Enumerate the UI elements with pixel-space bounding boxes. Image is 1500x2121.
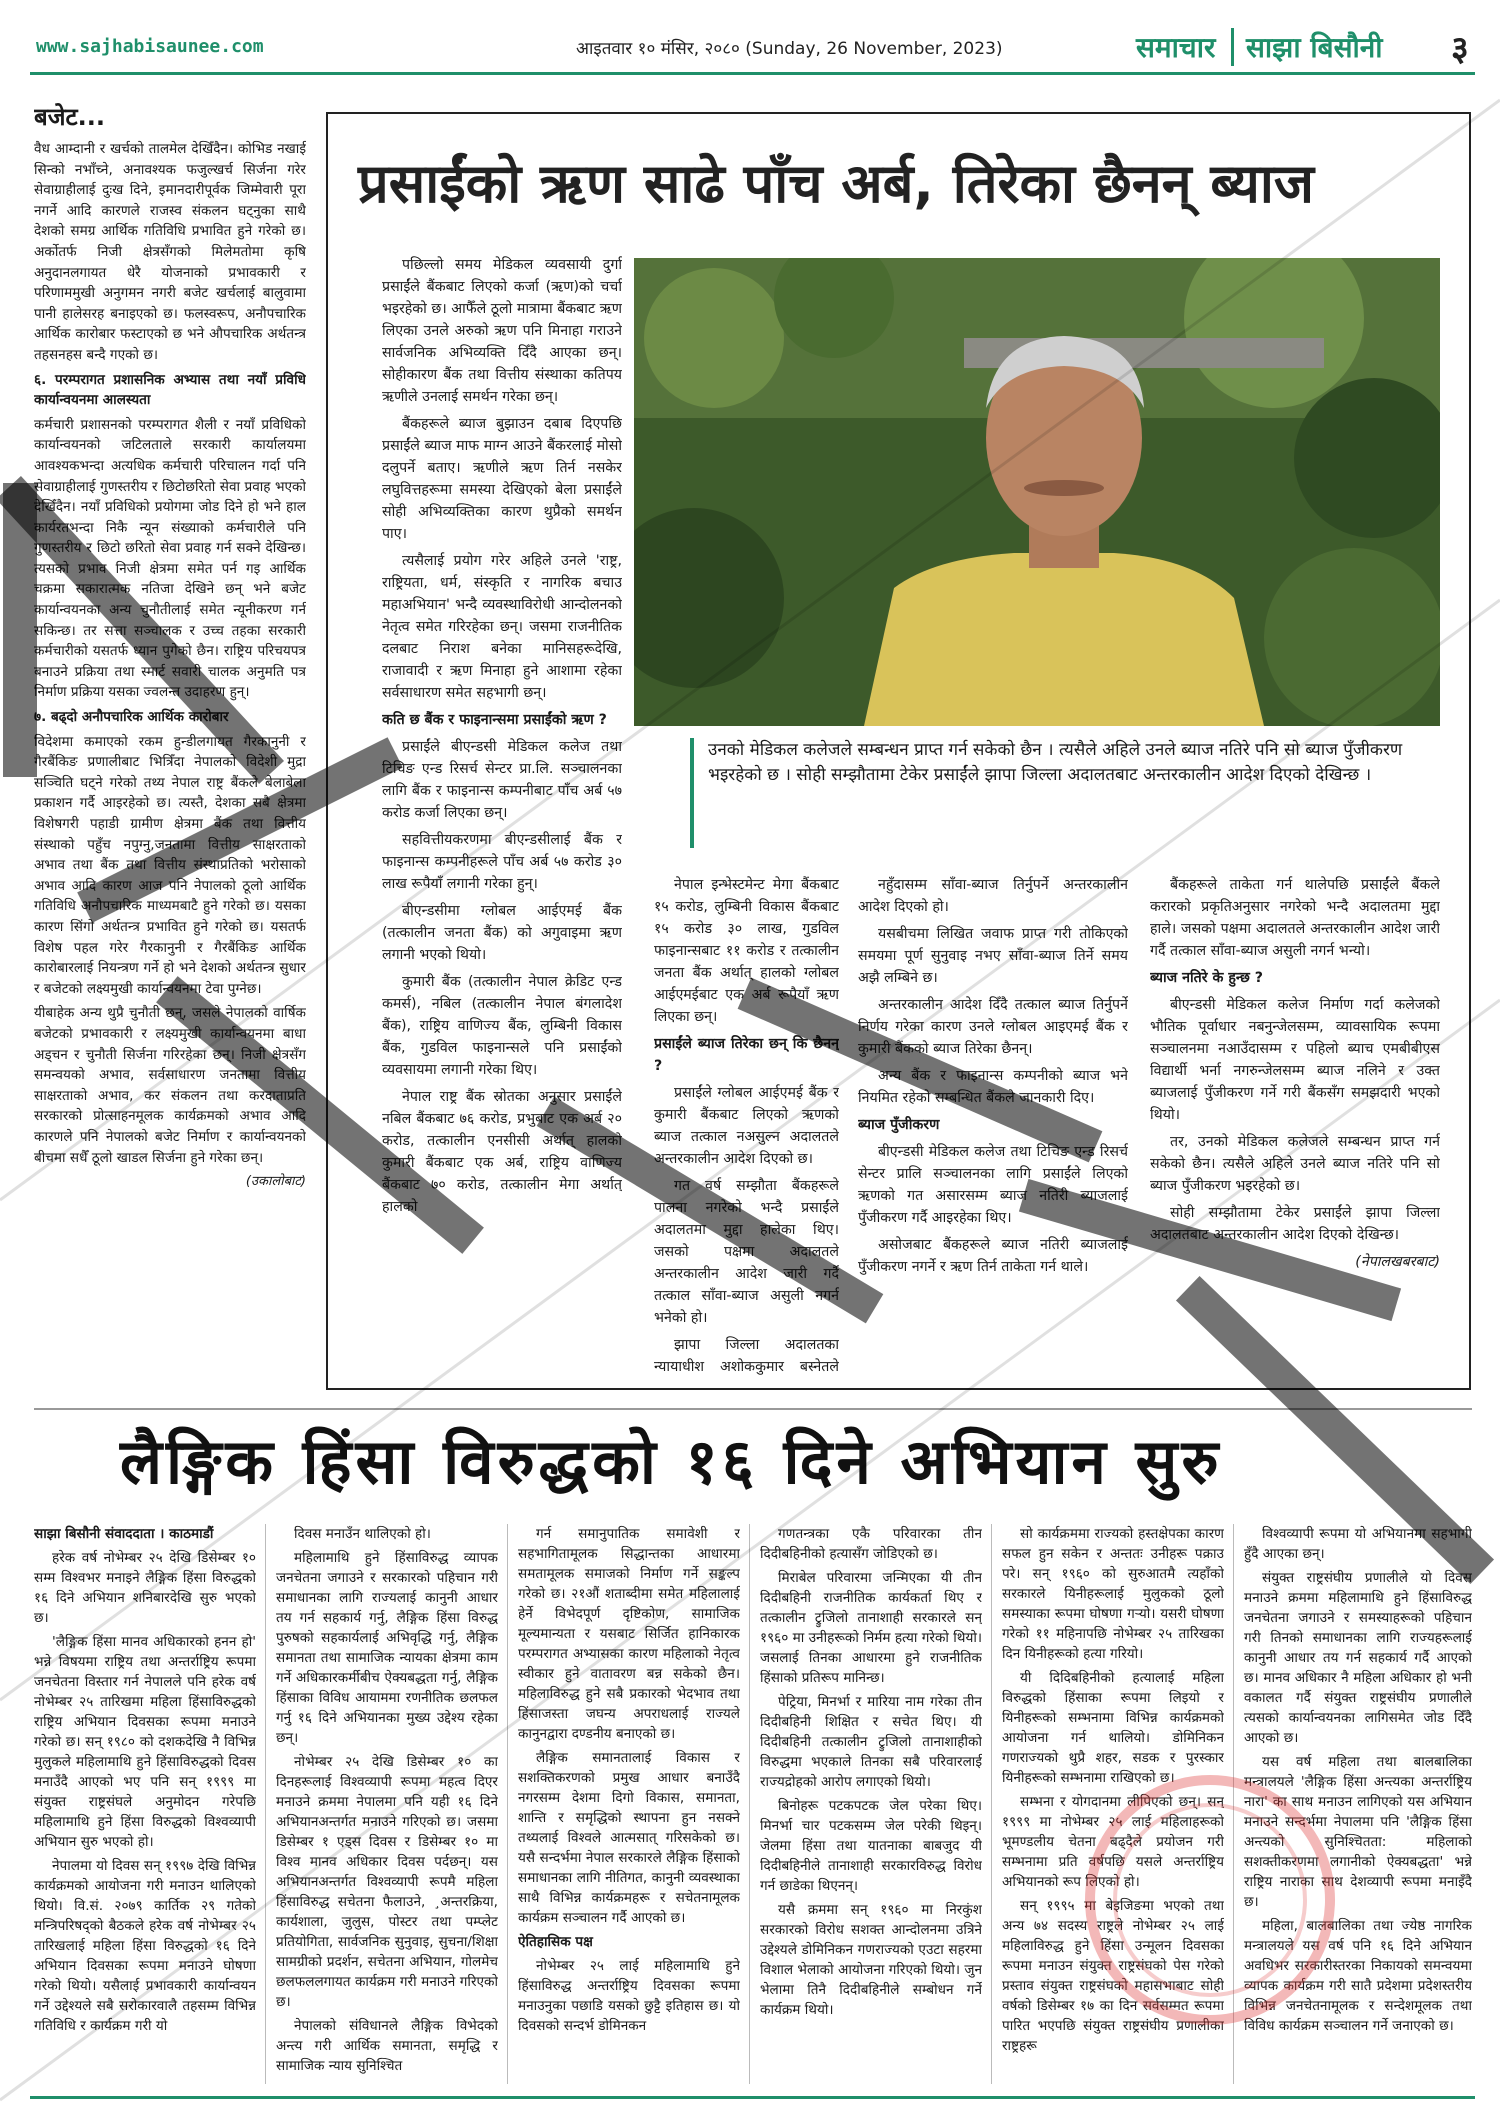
- left-subheading: ६. परम्परागत प्रशासनिक अभ्यास तथा नयाँ प्रविधि कार्यान्वयनमा आलस्यता: [34, 371, 306, 409]
- page-header: [36, 28, 1476, 68]
- left-article-title: बजेट...: [34, 103, 105, 131]
- bottom-paragraph: नोभेम्बर २५ देखि डिसेम्बर १० का दिनहरूलाई विश्वव्यापी रूपमा महत्व दिएर मनाउने क्रममा नेपालमा पनि यही १६ दिने अभियानअन्तर्गत मनाउने गरिएको छ। जसमा डिसेम्बर १ एड्स दिवस र डिसेम्बर १० मा विश्व मानव अधिकार दिवस पर्दछन्। यस अभियानअन्तर्गत विश्वव्यापी रूपमै महिला हिंसाविरुद्ध सचेतना फैलाउने, ¸अन्तरक्रिया, कार्यशाला, जुलुस, पोस्टर तथा पम्प्लेट प्रतियोगिता, सार्वजनिक सुनुवाइ, सुचना/शिक्षा सामग्रीको प्रदर्शन, सचेतना अभियान, गोलमेच छलफललगायत कार्यक्रम गरी मनाउने गरिएको छ।: [276, 1754, 498, 2010]
- newspaper-brand: साझा बिसौनी: [1246, 31, 1383, 64]
- section-divider: [34, 1408, 1472, 1410]
- main-paragraph: तर, उनको मेडिकल कलेजले सम्बन्धन प्राप्त गर्न सकेको छैन। त्यसैले अहिले उनले ब्याज नतिरे पनि सो ब्याज पुँजीकरण भइरहेको छ।: [1150, 1134, 1440, 1194]
- main-paragraph: गत वर्ष सम्झौता बैंकहरूले पालना नगरेको भन्दै प्रसाईंले अदालतमा मुद्दा हालेका थिए। जसको पक्षमा अदालतले अन्तरकालीन आदेश जारी गर्दै तत्काल साँवा-ब्याज असुली नगर्न भनेको हो।: [654, 1178, 839, 1326]
- bottom-paragraph: मिराबेल परिवारमा जन्मिएका यी तीन दिदीबहिनी राजनीतिक कार्यकर्ता थिए र तत्कालीन ट्रुजिलो तानाशाही सरकारले सन् १९६० मा उनीहरूको निर्मम हत्या गरेको थियो। जसलाई तिनका आधारमा हुने राजनीतिक हिंसाको प्रतिरूप मानिन्छ।: [760, 1570, 982, 1686]
- bottom-paragraph: यस वर्ष महिला तथा बालबालिका मन्त्रालयले 'लैङ्गिक हिंसा अन्त्यका अन्तर्राष्ट्रिय नारा' का साथ मनाउन लागिएको यस अभियान मनाउने सन्दर्भमा नेपालमा पनि 'लैङ्गिक हिंसा अन्त्यको सुनिश्चितता: महिलाको सशक्तीकरणमा लगानीको ऐक्यबद्धता' भन्ने राष्ट्रिय नाराका साथ देशव्यापी रूपमा मनाइँदै छ।: [1244, 1754, 1472, 1910]
- bottom-paragraph: सो कार्यक्रममा राज्यको हस्तक्षेपका कारण सफल हुन सकेन र अन्ततः उनीहरू पक्राउ परे। सन् १९६० को सुरुआतमै त्यहाँको सरकारले यिनीहरूलाई मुलुकको ठूलो समस्याका रूपमा घोषणा गऱ्यो। यसरी घोषणा गरेको ११ महिनापछि नोभेम्बर २५ तारिखका दिन यिनीहरूको हत्या गरियो।: [1002, 1526, 1224, 1662]
- main-subheading: प्रसाईंले ब्याज तिरेका छन् कि छैनन् ?: [654, 1036, 839, 1074]
- bottom-column-1: [34, 1524, 256, 2084]
- left-paragraph: विदेशमा कमाएको रकम हुन्डीलगायत गैरकानुनी र गैरबैंकिङ प्रणालीबाट भित्रिँदा नेपालको विदेशी मुद्रा सञ्चिति घट्ने गरेको तथ्य नेपाल राष्ट्र बैंकले बेलाबेला प्रकाशन गर्दै आइरहेको छ। त्यस्तै, देशका सबै क्षेत्रमा विशेषगरी पहाडी ग्रामीण क्षेत्रमा बैंक तथा वित्तीय संस्थाको पहुँच नपुग्नु,जनतामा वित्तीय साक्षरताको अभाव तथा बैंक तथा वित्तीय संस्थाप्रतिको भरोसाको अभाव आदि कारण आज पनि नेपालको ठूलो आर्थिक गतिविधि अनौपचारिक माध्यमबाटै हुने गरेको छ। यसका कारण सिंगो अर्थतन्त्र प्रभावित हुने गरेको छ। यसतर्फ विशेष पहल गरेर गैरकानुनी र गैरबैंकिङ आर्थिक कारोबारलाई नियन्त्रण गर्ने हो भने देशको अर्थतन्त्र सुधार र बजेटको लक्ष्यमुखी कार्यान्वयनमा टेवा पुग्नेछ।: [34, 733, 306, 997]
- bottom-paragraph: गर्न समानुपातिक समावेशी र सहभागितामूलक सिद्धान्तका आधारमा समतामूलक समाजको निर्माण गर्ने सङ्कल्प गरेको छ। २१औं शताब्दीमा समेत महिलालाई हेर्ने विभेदपूर्ण दृष्टिकोण, सामाजिक मूल्यमान्यता र यसबाट सिर्जित हानिकारक परम्परागत अभ्यासका कारण महिलाको नेतृत्व स्वीकार हुने वातावरण बन्न सकेको छैन। महिलाविरुद्ध हुने सबै प्रकारको भेदभाव तथा हिंसाजस्ता जघन्य अपराधलाई राज्यले कानुनद्वारा दण्डनीय बनाएको छ।: [518, 1526, 740, 1742]
- main-headline: प्रसाईंको ऋण साढे पाँच अर्ब, तिरेका छैनन् ब्याज: [358, 152, 1314, 215]
- main-subheading: कति छ बैंक र फाइनान्समा प्रसाईंको ऋण ?: [382, 712, 607, 728]
- main-paragraph: सहवित्तीयकरणमा बीएन्डसीलाई बैंक र फाइनान्स कम्पनीहरूले पाँच अर्ब ५७ करोड ३० लाख रूपैयाँ लगानी गरेका हुन्।: [382, 832, 622, 892]
- column-rule: [749, 1524, 750, 2084]
- header-separator: [1231, 28, 1234, 66]
- bottom-column-4: [760, 1524, 982, 2084]
- main-paragraph: बीएन्डसी मेडिकल कलेज तथा टिचिङ एन्ड रिसर्च सेन्टर प्रालि सञ्चालनका लागि प्रसाईंले लिएको ऋणको गत असारसम्म ब्याज नतिरी ब्याजलाई पुँजीकरण गर्दै आइरहेका थिए।: [858, 1144, 1128, 1226]
- main-paragraph: अन्तरकालीन आदेश दिँदै तत्काल ब्याज तिर्नुपर्ने निर्णय गरेका कारण उनले ग्लोबल आइएमई बैंक र कुमारी बैंकको ब्याज तिरेका छैनन्।: [858, 997, 1128, 1057]
- main-paragraph: असोजबाट बैंकहरूले ब्याज नतिरी ब्याजलाई पुँजीकरण नगर्ने र ऋण तिर्न ताकेता गर्न थाले।: [858, 1237, 1128, 1275]
- bottom-column-2: [276, 1524, 498, 2084]
- bottom-column-6: [1244, 1524, 1472, 2084]
- main-paragraph: बीएन्डसीमा ग्लोबल आईएमई बैंक (तत्कालीन जनता बैंक) को अगुवाइमा ऋण लगानी भएको थियो।: [382, 903, 622, 963]
- byline: साझा बिसौनी संवाददाता । काठमाडौं: [34, 1526, 214, 1542]
- portrait-photo: [634, 258, 1440, 726]
- page-number: ३: [1451, 29, 1469, 69]
- main-paragraph: यसबीचमा लिखित जवाफ प्राप्त गरी तोकिएको समयमा पूर्ण सुनुवाइ नभए साँवा-ब्याज तिर्ने समय अझै लम्बिने छ।: [858, 926, 1128, 986]
- main-paragraph: नहुँदासम्म साँवा-ब्याज तिर्नुपर्ने अन्तरकालीन आदेश दिएको हो।: [858, 877, 1128, 915]
- left-subheading: ७. बढ्दो अनौपचारिक आर्थिक कारोबार: [34, 709, 229, 726]
- bottom-paragraph: यसै क्रममा सन् १९६० मा निरकुंश सरकारको विरोध सशक्त आन्दोलनमा उत्रिने उद्देश्यले डोमिनिकन गणराज्यको एउटा सहरमा विशाल भेलाको आयोजना गरिएको थियो। जुन भेलामा तिनै दिदीबहिनीले सम्बोधन गर्ने कार्यक्रम थियो।: [760, 1902, 982, 2018]
- bottom-paragraph: नेपालमा यो दिवस सन् १९९७ देखि विभिन्न कार्यक्रमको आयोजना गरी मनाउन थालिएको थियो। वि.सं. २०७९ कार्तिक २९ गतेको मन्त्रिपरिषद्को बैठकले हरेक वर्ष नोभेम्बर २५ तारिखलाई महिला हिंसा विरुद्धको १६ दिने अभियान दिवसका रूपमा मनाउने घोषणा गरेको थियो। यसैलाई प्रभावकारी कार्यान्वयन गर्ने उद्देश्यले सबै सरोकारवालै तहसम्म विभिन्न गतिविधि र कार्यक्रम गरी यो: [34, 1858, 256, 2034]
- bottom-paragraph: सम्भना र योगदानमा लीपिएको छन्। सन् १९९९ मा नोभेम्बर २५ लाई महिलाहरूको भूमण्डलीय चेतना बढ्दैले प्रयोजन गरी सम्भनामा प्रति वर्षपछि यसले अन्तर्राष्ट्रिय अभियानको रूप लिएको हो।: [1002, 1794, 1224, 1890]
- left-paragraph: यीबाहेक अन्य थुप्रै चुनौती छन्, जसले नेपालको वार्षिक बजेटको प्रभावकारी र लक्ष्यमुखी कार्यान्वयनमा बाधा अड्चन र चुनौती सिर्जना गरिरहेका छन्। निजी क्षेत्रसँग समन्वयको अभाव, सर्वसाधारण जनतामा वित्तीय साक्षरताको अभाव, कर संकलन तथा करदाताप्रति सरकारको प्रोत्साहनमूलक कार्यक्रमको अभाव आदि कारणले पनि नेपालको बजेट निर्माण र कार्यान्वयनको बीचमा सधैँ ठूलो खाडल सिर्जना हुने गरेका छन्।: [34, 1005, 306, 1166]
- main-source: (नेपालखबरबाट): [1355, 1254, 1440, 1270]
- main-paragraph: बैंकहरूले ताकेता गर्न थालेपछि प्रसाईंले बैंकले करारको प्रकृतिअनुसार नगरेको भन्दै अदालतमा मुद्दा हाले। जसको पक्षमा अदालतले अन्तरकालीन आदेश जारी गर्दै तत्काल साँवा-ब्याज असुली नगर्न भन्यो।: [1150, 877, 1440, 959]
- photo-caption: उनको मेडिकल कलेजले सम्बन्धन प्राप्त गर्न सकेको छैन । त्यसैले अहिले उनले ब्याज नतिरे पनि सो ब्याज पुँजीकरण भइरहेको छ । सोही सम्झौतामा टेकेर प्रसाईंले झापा जिल्ला अदालतबाट अन्तरकालीन आदेश दिएको देखिन्छ ।: [690, 738, 1450, 848]
- main-paragraph: नेपाल राष्ट्र बैंक स्रोतका अनुसार प्रसाईंले नबिल बैंकबाट ७६ करोड, प्रभुबाट एक अर्ब २० करोड, तत्कालीन एनसीसी अर्थात् हालको कुमारी बैंकबाट एक अर्ब, राष्ट्रिय वाणिज्य बैंकबाट ७० करोड, तत्कालीन मेगा अर्थात् हालको: [382, 1089, 622, 1215]
- bottom-headline: लैङ्गिक हिंसा विरुद्धको १६ दिने अभियान सुरु: [120, 1425, 1223, 1498]
- site-url[interactable]: www.sajhabisaunee.com: [36, 36, 264, 57]
- main-column-3: [858, 874, 1128, 1380]
- bottom-paragraph: नेपालको संविधानले लैङ्गिक विभेदको अन्त्य गरी आर्थिक समानता, समृद्धि र सामाजिक न्याय सुनिश्चित: [276, 2018, 498, 2074]
- bottom-paragraph: नोभेम्बर २५ लाई महिलामाथि हुने हिंसाविरुद्ध अन्तर्राष्ट्रिय दिवसका रूपमा मनाउनुका पछाडि यसको छुट्टै इतिहास छ। यो दिवसको सन्दर्भ डोमिनकन: [518, 1958, 740, 2034]
- bottom-paragraph: महिलामाथि हुने हिंसाविरुद्ध व्यापक जनचेतना जगाउने र सरकारको पहिचान गरी समाधानका लागि राज्यलाई कानुनी आधार तय गर्न सहकार्य गर्नु, लैङ्गिक हिंसा विरुद्ध पुरुषको सहकार्यलाई अभिवृद्धि गर्नु, लैङ्गिक समानता तथा सामाजिक न्यायका क्षेत्रमा काम गर्ने अधिकारकर्मीबीच ऐक्यबद्धता गर्नु, लैङ्गिक हिंसाका विविध आयाममा रणनीतिक छलफल गर्नु १६ दिने अभियानका मुख्य उद्देश्य रहेका छन्।: [276, 1550, 498, 1746]
- main-subheading: ब्याज पुँजीकरण: [858, 1117, 940, 1133]
- column-rule: [1233, 1524, 1234, 2084]
- main-paragraph: सोही सम्झौतामा टेकेर प्रसाईंले झापा जिल्ला अदालतबाट अन्तरकालीन आदेश दिएको देखिन्छ।: [1150, 1205, 1440, 1243]
- main-subheading: ब्याज नतिरे के हुन्छ ?: [1150, 970, 1264, 986]
- portrait-image: [634, 258, 1440, 726]
- bottom-paragraph: पेट्रिया, मिनर्भा र मारिया नाम गरेका तीन दिदीबहिनी शिक्षित र सचेत थिए। यी दिदीबहिनी तत्कालीन ट्रुजिलो तानाशाहीको विरुद्धमा भएकाले तिनका सबै परिवारलाई राज्यद्रोहको आरोप लगाएको थियो।: [760, 1694, 982, 1790]
- column-rule: [507, 1524, 508, 2084]
- main-column-2: [654, 874, 839, 1380]
- main-column-1: [382, 254, 622, 1380]
- main-paragraph: कुमारी बैंक (तत्कालीन नेपाल क्रेडिट एन्ड कमर्स), नबिल (तत्कालीन नेपाल बंगलादेश बैंक), राष्ट्रिय वाणिज्य बैंक, लुम्बिनी विकास बैंक, गुडविल फाइनान्सले पनि प्रसाईंको व्यवसायमा लगानी गरेका थिए।: [382, 974, 622, 1078]
- main-paragraph: पछिल्लो समय मेडिकल व्यवसायी दुर्गा प्रसाईंले बैंकबाट लिएको कर्जा (ऋण)को चर्चा भइरहेको छ। आफैँले ठूलो मात्रामा बैंकबाट ऋण लिएका उनले अरुको ऋण पनि मिनाहा गराउने सार्वजनिक अभिव्यक्ति दिँदै आएका छन्। सोहीकारण बैंक तथा वित्तीय संस्थाका कतिपय ऋणीले उनलाई समर्थन गरेका छन्।: [382, 257, 622, 405]
- main-column-4: [1150, 874, 1440, 1380]
- bottom-subheading: ऐतिहासिक पक्ष: [518, 1934, 593, 1950]
- bottom-paragraph: गणतन्त्रका एकै परिवारका तीन दिदीबहिनीको हत्यासँग जोडिएको छ।: [760, 1526, 982, 1562]
- footer-rule: [30, 2096, 1475, 2099]
- column-rule: [991, 1524, 992, 2084]
- bottom-paragraph: बिनोहरू पटकपटक जेल परेका थिए। मिनर्भा चार पटकसम्म जेल परेकी थिइन्। जेलमा हिंसा तथा यातनाका बाबजुद यी दिदीबहिनीले तानाशाही सरकारविरुद्ध विरोध गर्न छाडेका थिएनन्।: [760, 1798, 982, 1894]
- bottom-paragraph: 'लैङ्गिक हिंसा मानव अधिकारको हनन हो' भन्ने विषयमा राष्ट्रिय तथा अन्तर्राष्ट्रिय रूपमा जनचेतना विस्तार गर्न नेपालले पनि हरेक वर्ष नोभेम्बर २५ तारिखमा महिला हिंसाविरुद्धको राष्ट्रिय अभियान दिवसका रूपमा मनाउने गरेको छ। सन् १९८० को दशकदेखि नै विभिन्न मुलुकले महिलामाथि हुने हिंसाविरुद्धको दिवस मनाउँदै आएको भए पनि सन् १९९९ मा संयुक्त राष्ट्रसंघले अनुमोदन गरेपछि महिलामाथि हुने हिंसा विरुद्धको विश्वव्यापी अभियान सुरु भएको हो।: [34, 1634, 256, 1850]
- main-paragraph: प्रसाईंले बीएन्डसी मेडिकल कलेज तथा टिचिङ एन्ड रिसर्च सेन्टर प्रा.लि. सञ्चालनका लागि बैंक र फाइनान्स कम्पनीबाट पाँच अर्ब ५७ करोड कर्जा लिएका छन्।: [382, 739, 622, 821]
- bottom-paragraph: विश्वव्यापी रूपमा यो अभियानमा सहभागी हुँदै आएका छन्।: [1244, 1526, 1472, 1562]
- main-article-box: [326, 112, 1471, 1390]
- bottom-paragraph: यी दिदिबहिनीको हत्यालाई महिला विरुद्धको हिंसाका रूपमा लिइयो र यिनीहरूको सम्भनामा विभिन्न कार्यक्रमको आयोजना गर्न थालियो। डोमिनिकन गणराज्यको थुप्रै शहर, सडक र पुरस्कार यिनीहरूको सम्भनामा राखिएको छ।: [1002, 1670, 1224, 1786]
- header-rule: [30, 72, 1475, 75]
- bottom-column-3: [518, 1524, 740, 2084]
- left-source: (उकालोबाट): [245, 1174, 306, 1190]
- bottom-column-5: [1002, 1524, 1224, 2084]
- main-paragraph: झापा जिल्ला अदालतका न्यायाधीश अशोककुमार बस्नेतले: [654, 1337, 839, 1375]
- bottom-paragraph: लैङ्गिक समानतालाई विकास र सशक्तिकरणको प्रमुख आधार बनाउँदै नगरसम्म देशमा दिगो विकास, समानता, शान्ति र समृद्धिको स्थापना हुन नसक्ने तथ्यलाई विश्वले आत्मसात् गरिसकेको छ। यसै सन्दर्भमा नेपाल सरकारले लैङ्गिक हिंसाको समाधानका लागि नीतिगत, कानुनी व्यवस्थाका साथै विभिन्न कार्यक्रमहरू र सचेतनामूलक कार्यक्रम सञ्चालन गर्दै आएको छ।: [518, 1750, 740, 1926]
- main-paragraph: बीएन्डसी मेडिकल कलेज निर्माण गर्दा कलेजको भौतिक पूर्वाधार नबनुन्जेलसम्म, व्यावसायिक रूपमा सञ्चालनमा नआउँदासम्म र पहिलो ब्याच एमबीबीएस विद्यार्थी भर्ना नगरुन्जेलसम्म ब्याज नलिने र उक्त ब्याजलाई पुँजीकरण गर्ने गरी बैंकसँग समझदारी भएको थियो।: [1150, 997, 1440, 1123]
- left-paragraph: वैध आम्दानी र खर्चको तालमेल देखिँदैन। कोभिड नखाई सिन्को नभाँच्ने, अनावश्यक फजुल्खर्च सिर्जना गरेर सेवाग्राहीलाई दुःख दिने, इमानदारीपूर्वक जिम्मेवारी पूरा नगर्ने आदि कारणले राजस्व संकलन घट्नुका साथै देशको समग्र आर्थिक गतिविधि प्रभावित हुने गरेको छ। अर्कोतर्फ निजी क्षेत्रसँगको मिलेमतोमा कृषि अनुदानलगायत धेरै योजनाको प्रभावकारी र परिणाममुखी अनुगमन नगरी बजेट खर्चलाई बालुवामा पानी हालेसरह बनाइएको छ। फलस्वरूप, अनौपचारिक आर्थिक कारोबार फस्टाएको छ भने औपचारिक अर्थतन्त्र तहसनहस बन्दै गएको छ।: [34, 141, 306, 363]
- main-paragraph: अन्य बैंक र फाइनान्स कम्पनीको ब्याज भने नियमित रहेको सम्बन्धित बैंकले जानकारी दिए।: [858, 1068, 1128, 1106]
- main-paragraph: त्यसैलाई प्रयोग गरेर अहिले उनले 'राष्ट्र, राष्ट्रियता, धर्म, संस्कृति र नागरिक बचाउ महाअभियान' भन्दै व्यवस्थाविरोधी आन्दोलनको नेतृत्व समेत गरिरहेका छन्। जसमा राजनीतिक दलबाट निराश बनेका मानिसहरूदेखि, राजावादी र ऋण मिनाहा हुने आशामा रहेका सर्वसाधारण समेत सहभागी छन्।: [382, 553, 622, 701]
- bottom-paragraph: संयुक्त राष्ट्रसंघीय प्रणालीले यो दिवस मनाउने क्रममा महिलामाथि हुने हिंसाविरुद्ध जनचेतना जगाउने र समस्याहरूको पहिचान गरी तिनको समाधानका लागि राज्यहरूलाई कानुनी आधार तय गर्न सहकार्य गर्दै आएको छ। मानव अधिकार नै महिला अधिकार हो भनी वकालत गर्दै संयुक्त राष्ट्रसंघीय प्रणालीले त्यसको कार्यान्वयनका लागिसमेत जोड दिँदै आएको छ।: [1244, 1570, 1472, 1746]
- main-paragraph: प्रसाईंले ग्लोबल आईएमई बैंक र कुमारी बैंकबाट लिएको ऋणको ब्याज तत्काल नअसुल्न अदालतले अन्तरकालीन आदेश दिएको छ।: [654, 1085, 839, 1167]
- main-paragraph: बैंकहरूले ब्याज बुझाउन दबाब दिएपछि प्रसाईंले ब्याज माफ माग्न आउने बैंकरलाई मोसो दलुपर्ने बताए। ऋणीले ऋण तिर्न नसकेर लघुवित्तहरूमा समस्या देखिएको बेला प्रसाईंले सोही अभिव्यक्तिका कारण थुप्रैको समर्थन पाए।: [382, 416, 622, 542]
- bottom-paragraph: महिला, बालबालिका तथा ज्येष्ठ नागरिक मन्त्रालयले यस वर्ष पनि १६ दिने अभियान अवधिभर सरकारीस्तरका निकायको समन्वयमा व्यापक कार्यक्रम गरी सातै प्रदेशमा प्रदेशस्तरीय विभिन्न जनचेतनामूलक र सन्देशमूलक तथा विविध कार्यक्रम सञ्चालन गर्ने जनाएको छ।: [1244, 1918, 1472, 2034]
- issue-date: आइतवार १० मंसिर, २०८० (Sunday, 26 November, 2023): [576, 39, 1003, 59]
- section-name: समाचार: [1136, 31, 1216, 64]
- bottom-paragraph: सन् १९९५ मा बेइजिङमा भएको तथा अन्य ७४ सदस्य राष्ट्रले नोभेम्बर २५ लाई महिलाविरुद्ध हुने हिंसा उन्मूलन दिवसका रूपमा मनाउन संयुक्त राष्ट्रसंघको पेस गरेको प्रस्ताव संयुक्त राष्ट्रसंघको महासभाबाट सोही वर्षको डिसेम्बर १७ का दिन सर्वसम्मत रूपमा पारित भएपछि संयुक्त राष्ट्रसंघीय प्रणालीका राष्ट्रहरू: [1002, 1898, 1224, 2054]
- main-paragraph: नेपाल इन्भेस्टमेन्ट मेगा बैंकबाट १५ करोड, लुम्बिनी विकास बैंकबाट १५ करोड ३० लाख, गुडविल फाइनान्सबाट ११ करोड र तत्कालीन जनता बैंक अर्थात् हालको ग्लोबल आईएमईबाट एक अर्ब रूपैयाँ ऋण लिएका छन्।: [654, 877, 839, 1025]
- bottom-paragraph: हरेक वर्ष नोभेम्बर २५ देखि डिसेम्बर १० सम्म विश्वभर मनाइने लैङ्गिक हिंसा विरुद्धको १६ दिने अभियान शनिबारदेखि सुरु भएको छ।: [34, 1550, 256, 1626]
- bottom-paragraph: दिवस मनाउँन थालिएको हो।: [294, 1526, 431, 1542]
- left-article: [34, 100, 306, 1390]
- column-rule: [265, 1524, 266, 2084]
- left-paragraph: कर्मचारी प्रशासनको परम्परागत शैली र नयाँ प्रविधिको कार्यान्वयनको जटिलताले सरकारी कार्यालयमा आवश्यकभन्दा अत्यधिक कर्मचारी परिचालन गर्दा पनि सेवाग्राहीलाई गुणस्तरीय र छिटोछरितो सेवा प्रवाह भएको देखिँदैन। नयाँ प्रविधिको प्रयोगमा जोड दिने हो भने हाल कार्यरतभन्दा निकै न्यून संख्याको कर्मचारीले पनि गुणस्तरीय र छिटो छरितो सेवा प्रवाह गर्न सक्ने देखिन्छ। त्यसको प्रभाव निजी क्षेत्रमा समेत पर्न गइ आर्थिक चक्रमा सकारात्मक नतिजा देखिने छन् भने बजेट कार्यान्वयनका अन्य चुनौतीलाई समेत न्यूनीकरण गर्न सकिन्छ। तर सत्ता सञ्चालक र उच्च तहका सरकारी कर्मचारीको यसतर्फ ध्यान पुगेको छैन। राष्ट्रिय परिचयपत्र बनाउने प्रक्रिया तथा स्मार्ट सवारी चालक अनुमति पत्र निर्माण प्रक्रिया यसका ज्वलन्त उदाहरण हुन्।: [34, 416, 306, 701]
